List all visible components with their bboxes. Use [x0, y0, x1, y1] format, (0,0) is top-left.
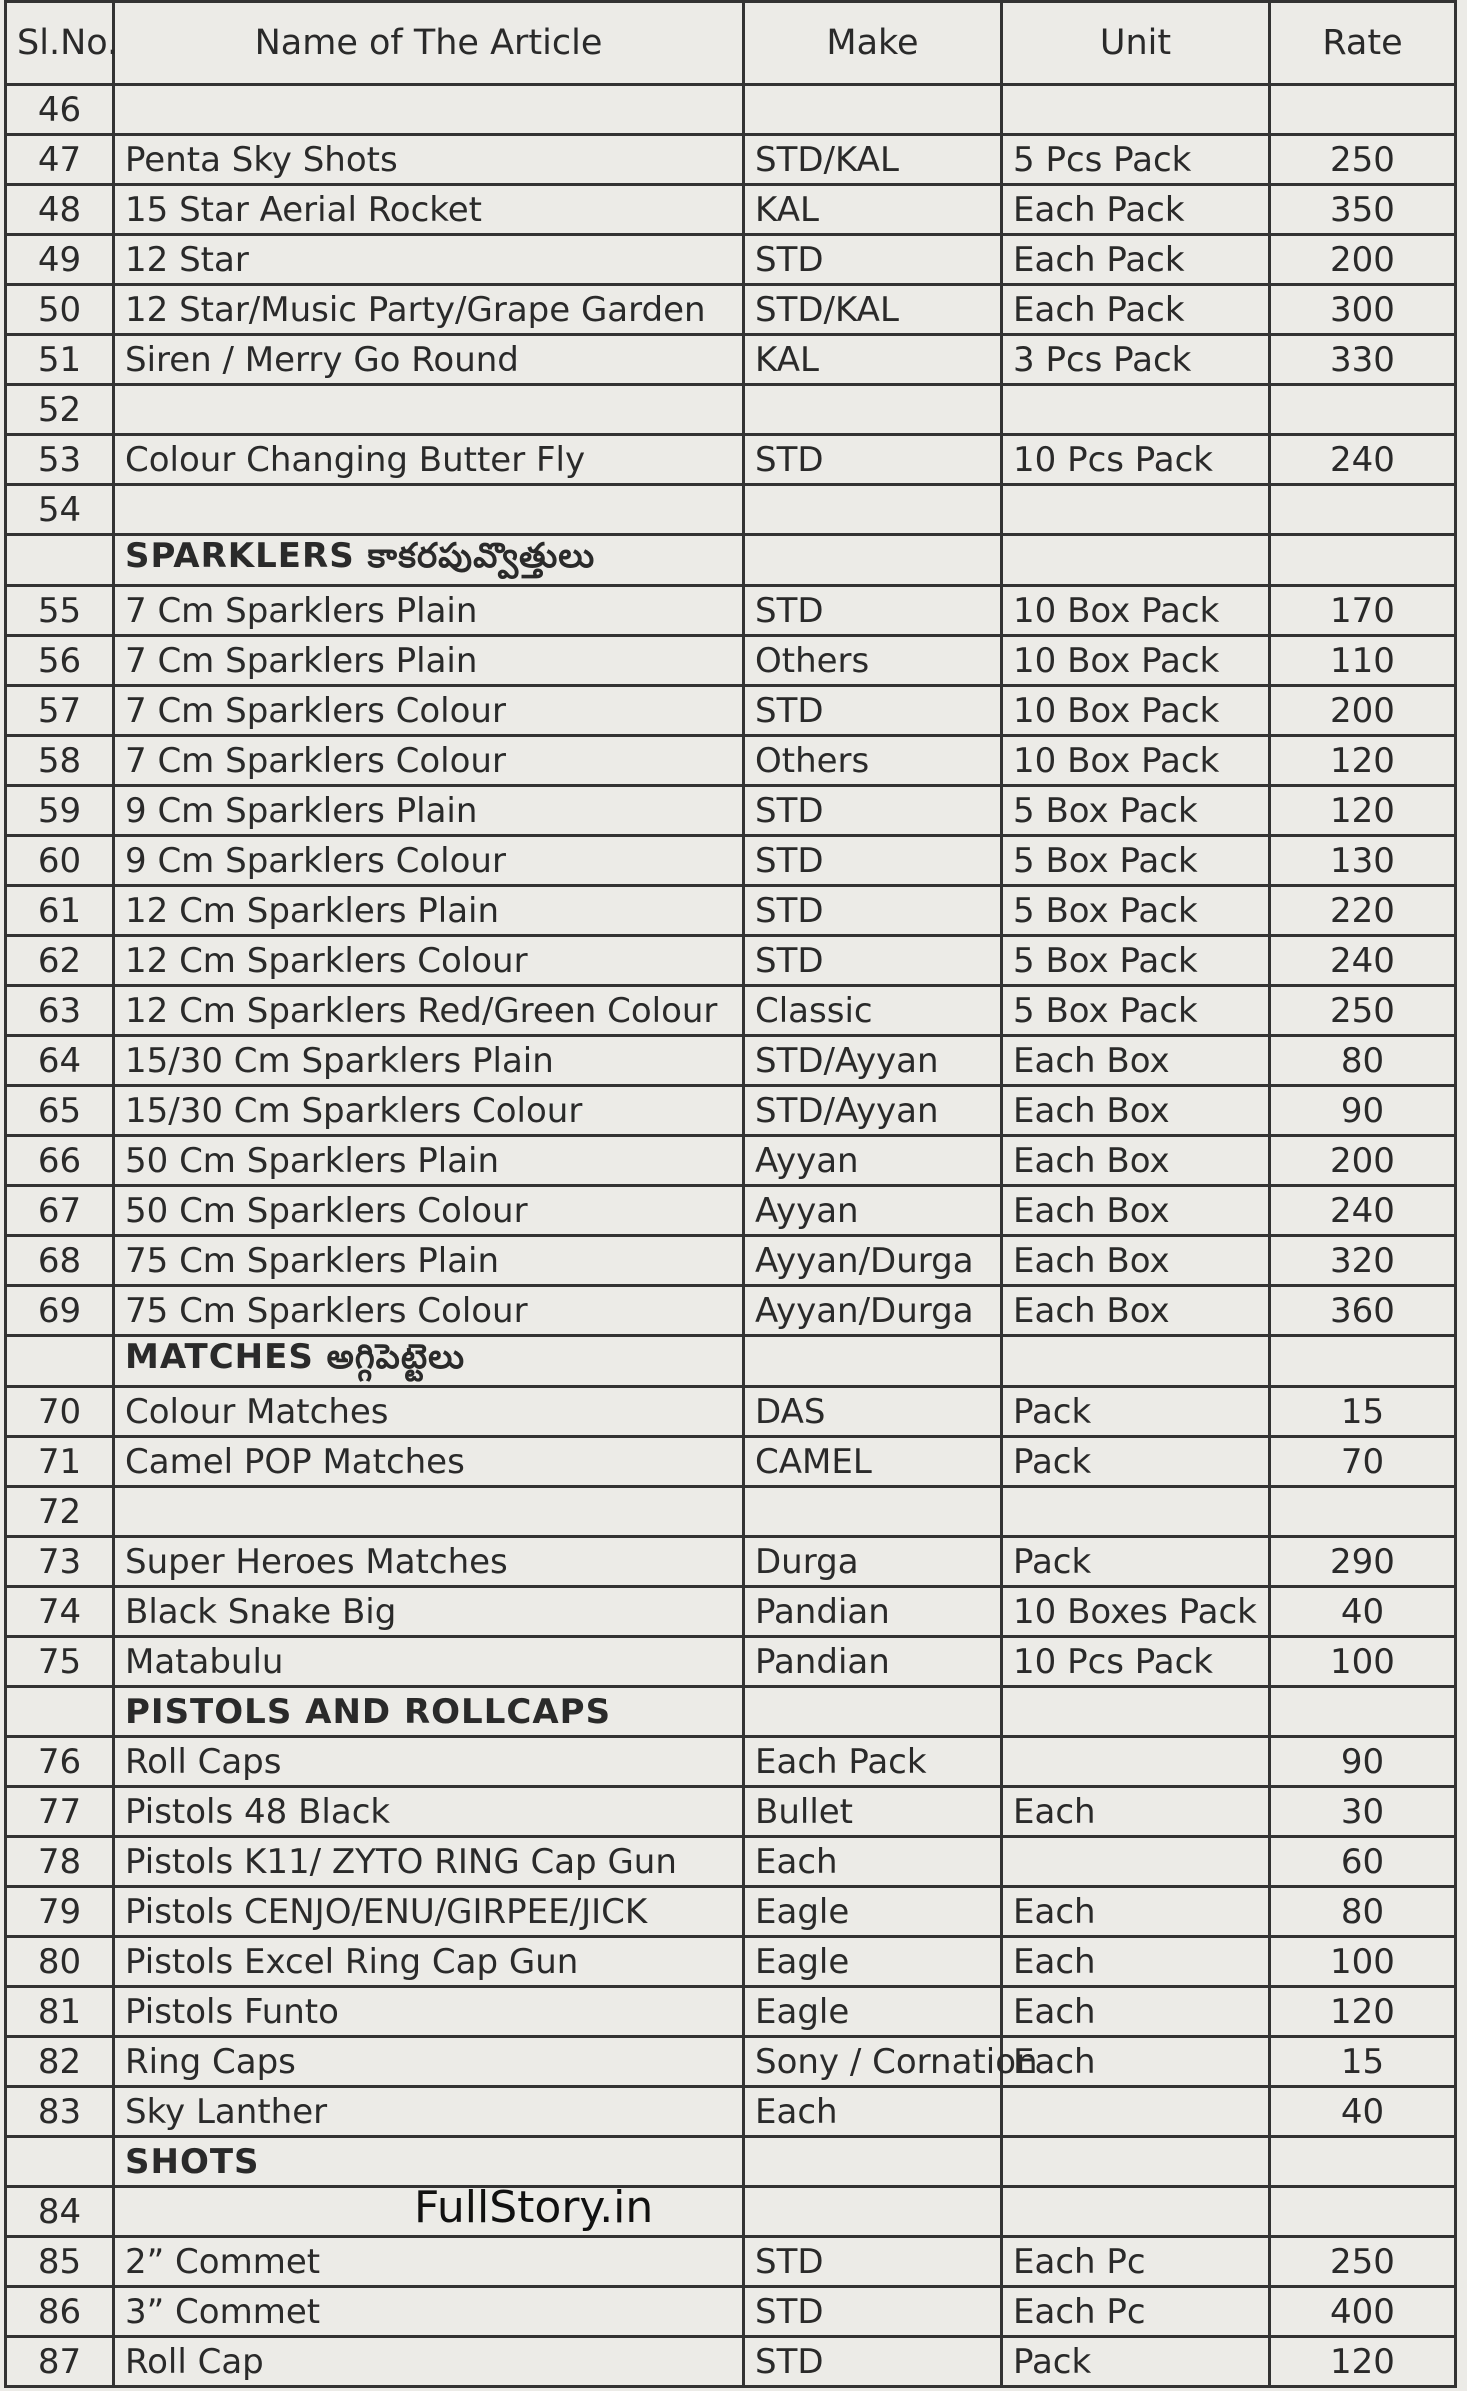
- table-row: [6, 1587, 1456, 1637]
- rate-cell: 130: [1270, 836, 1456, 886]
- unit-cell: [1002, 1687, 1270, 1737]
- rate-cell: [1270, 1336, 1456, 1387]
- sl-cell: 67: [6, 1186, 114, 1236]
- table-row: [6, 636, 1456, 686]
- make-cell: STD: [744, 235, 1002, 285]
- table-row: [6, 85, 1456, 135]
- rate-cell: [1270, 1487, 1456, 1537]
- rate-cell: 250: [1270, 2237, 1456, 2287]
- unit-cell: 10 Boxes Pack: [1002, 1587, 1270, 1637]
- sl-cell: 78: [6, 1837, 114, 1887]
- sl-cell: 83: [6, 2087, 114, 2137]
- article-name-cell: [114, 385, 744, 435]
- rate-cell: 80: [1270, 1036, 1456, 1086]
- article-name-cell: 7 Cm Sparklers Plain: [114, 636, 744, 686]
- rate-cell: [1270, 535, 1456, 586]
- rate-cell: 90: [1270, 1737, 1456, 1787]
- unit-cell: 5 Box Pack: [1002, 836, 1270, 886]
- unit-cell: 3 Pcs Pack: [1002, 335, 1270, 385]
- make-cell: [744, 1336, 1002, 1387]
- rate-cell: 15: [1270, 1387, 1456, 1437]
- sl-cell: 47: [6, 135, 114, 185]
- make-cell: Ayyan: [744, 1186, 1002, 1236]
- unit-cell: [1002, 2187, 1270, 2237]
- section-title: PISTOLS AND ROLLCAPS: [114, 1687, 744, 1737]
- rate-cell: 240: [1270, 936, 1456, 986]
- sl-cell: [6, 1336, 114, 1387]
- sl-cell: 57: [6, 686, 114, 736]
- unit-cell: 10 Pcs Pack: [1002, 1637, 1270, 1687]
- make-cell: STD: [744, 2287, 1002, 2337]
- article-name-cell: 15/30 Cm Sparklers Plain: [114, 1036, 744, 1086]
- section-header-row: [6, 2137, 1456, 2187]
- sl-cell: 50: [6, 285, 114, 335]
- table-row: [6, 786, 1456, 836]
- make-cell: KAL: [744, 185, 1002, 235]
- article-name-cell: 2” Commet: [114, 2237, 744, 2287]
- table-row: [6, 185, 1456, 235]
- sl-cell: 65: [6, 1086, 114, 1136]
- rate-cell: 300: [1270, 285, 1456, 335]
- rate-cell: 100: [1270, 1937, 1456, 1987]
- table-row: [6, 1737, 1456, 1787]
- unit-cell: 5 Box Pack: [1002, 886, 1270, 936]
- sl-cell: 79: [6, 1887, 114, 1937]
- article-name-cell: [114, 1487, 744, 1537]
- article-name-cell: 75 Cm Sparklers Plain: [114, 1236, 744, 1286]
- table-row: [6, 2087, 1456, 2137]
- unit-cell: 5 Box Pack: [1002, 986, 1270, 1036]
- article-name-cell: Roll Cap: [114, 2337, 744, 2387]
- unit-cell: 5 Box Pack: [1002, 936, 1270, 986]
- make-cell: STD/Ayyan: [744, 1086, 1002, 1136]
- article-name-cell: 12 Star: [114, 235, 744, 285]
- sl-cell: 49: [6, 235, 114, 285]
- article-name-cell: 12 Cm Sparklers Plain: [114, 886, 744, 936]
- rate-cell: 170: [1270, 586, 1456, 636]
- sl-cell: 73: [6, 1537, 114, 1587]
- section-header-row: [6, 535, 1456, 586]
- unit-cell: Each Box: [1002, 1136, 1270, 1186]
- article-name-cell: Colour Matches: [114, 1387, 744, 1437]
- unit-cell: Each Pack: [1002, 285, 1270, 335]
- rate-cell: [1270, 1687, 1456, 1737]
- make-cell: [744, 2137, 1002, 2187]
- sl-cell: 60: [6, 836, 114, 886]
- article-name-cell: Matabulu: [114, 1637, 744, 1687]
- sl-cell: [6, 1687, 114, 1737]
- make-cell: Ayyan/Durga: [744, 1236, 1002, 1286]
- make-cell: STD: [744, 2237, 1002, 2287]
- article-name-cell: Sky Lanther: [114, 2087, 744, 2137]
- rate-cell: 200: [1270, 235, 1456, 285]
- unit-cell: [1002, 385, 1270, 435]
- rate-cell: 400: [1270, 2287, 1456, 2337]
- rate-cell: 350: [1270, 185, 1456, 235]
- sl-cell: 48: [6, 185, 114, 235]
- unit-cell: [1002, 1737, 1270, 1787]
- article-name-cell: 12 Cm Sparklers Colour: [114, 936, 744, 986]
- unit-cell: [1002, 535, 1270, 586]
- header-rate: Rate: [1270, 2, 1456, 85]
- sl-cell: 66: [6, 1136, 114, 1186]
- unit-cell: Each Pack: [1002, 185, 1270, 235]
- article-name-cell: Pistols K11/ ZYTO RING Cap Gun: [114, 1837, 744, 1887]
- make-cell: STD: [744, 936, 1002, 986]
- unit-cell: 5 Box Pack: [1002, 786, 1270, 836]
- sl-cell: 68: [6, 1236, 114, 1286]
- unit-cell: Each: [1002, 1937, 1270, 1987]
- sl-cell: 51: [6, 335, 114, 385]
- make-cell: STD: [744, 2337, 1002, 2387]
- article-name-cell: 12 Star/Music Party/Grape Garden: [114, 285, 744, 335]
- sl-cell: 80: [6, 1937, 114, 1987]
- sl-cell: 72: [6, 1487, 114, 1537]
- unit-cell: Each Pc: [1002, 2287, 1270, 2337]
- rate-cell: 360: [1270, 1286, 1456, 1336]
- unit-cell: Each Box: [1002, 1186, 1270, 1236]
- rate-cell: 60: [1270, 1837, 1456, 1887]
- rate-cell: 40: [1270, 1587, 1456, 1637]
- section-title: SHOTS: [114, 2137, 744, 2187]
- table-row: [6, 2037, 1456, 2087]
- table-row: [6, 1136, 1456, 1186]
- unit-cell: Pack: [1002, 1437, 1270, 1487]
- sl-cell: 87: [6, 2337, 114, 2387]
- unit-cell: Each Box: [1002, 1036, 1270, 1086]
- make-cell: Eagle: [744, 1987, 1002, 2037]
- table-row: [6, 586, 1456, 636]
- article-name-cell: 15/30 Cm Sparklers Colour: [114, 1086, 744, 1136]
- rate-cell: 200: [1270, 686, 1456, 736]
- rate-cell: 250: [1270, 986, 1456, 1036]
- article-name-cell: Pistols Excel Ring Cap Gun: [114, 1937, 744, 1987]
- article-name-cell: 7 Cm Sparklers Colour: [114, 686, 744, 736]
- sl-cell: 58: [6, 736, 114, 786]
- rate-cell: 200: [1270, 1136, 1456, 1186]
- make-cell: [744, 385, 1002, 435]
- unit-cell: Pack: [1002, 1537, 1270, 1587]
- section-title: MATCHES అగ్గిపెట్టెలు: [114, 1336, 744, 1387]
- unit-cell: 10 Box Pack: [1002, 636, 1270, 686]
- rate-cell: 100: [1270, 1637, 1456, 1687]
- rate-cell: 240: [1270, 1186, 1456, 1236]
- article-name-cell: Pistols CENJO/ENU/GIRPEE/JICK: [114, 1887, 744, 1937]
- rate-cell: 120: [1270, 1987, 1456, 2037]
- rate-cell: 240: [1270, 435, 1456, 485]
- article-name-cell: Pistols Funto: [114, 1987, 744, 2037]
- make-cell: Durga: [744, 1537, 1002, 1587]
- table-body: [6, 85, 1456, 2387]
- article-name-cell: 50 Cm Sparklers Colour: [114, 1186, 744, 1236]
- article-name-cell: [114, 85, 744, 135]
- table-row: [6, 435, 1456, 485]
- make-cell: Ayyan/Durga: [744, 1286, 1002, 1336]
- sl-cell: 74: [6, 1587, 114, 1637]
- article-name-cell: Pistols 48 Black: [114, 1787, 744, 1837]
- table-row: [6, 936, 1456, 986]
- rate-cell: 120: [1270, 736, 1456, 786]
- article-name-cell: Roll Caps: [114, 1737, 744, 1787]
- make-cell: [744, 1687, 1002, 1737]
- table-row: [6, 1236, 1456, 1286]
- make-cell: KAL: [744, 335, 1002, 385]
- make-cell: Pandian: [744, 1587, 1002, 1637]
- sl-cell: 53: [6, 435, 114, 485]
- unit-cell: Each: [1002, 1887, 1270, 1937]
- article-name-cell: 75 Cm Sparklers Colour: [114, 1286, 744, 1336]
- article-name-cell: 7 Cm Sparklers Plain: [114, 586, 744, 636]
- unit-cell: [1002, 485, 1270, 535]
- unit-cell: Each: [1002, 1787, 1270, 1837]
- rate-cell: [1270, 2137, 1456, 2187]
- table-row: [6, 1937, 1456, 1987]
- table-row: [6, 736, 1456, 786]
- article-name-cell: 3” Commet: [114, 2287, 744, 2337]
- table-row: [6, 235, 1456, 285]
- unit-cell: Each Box: [1002, 1236, 1270, 1286]
- table-row: [6, 836, 1456, 886]
- article-name-cell: [114, 485, 744, 535]
- unit-cell: 10 Box Pack: [1002, 686, 1270, 736]
- make-cell: [744, 85, 1002, 135]
- unit-cell: 10 Pcs Pack: [1002, 435, 1270, 485]
- make-cell: Ayyan: [744, 1136, 1002, 1186]
- unit-cell: [1002, 85, 1270, 135]
- table-row: [6, 335, 1456, 385]
- rate-cell: 80: [1270, 1887, 1456, 1937]
- unit-cell: [1002, 1336, 1270, 1387]
- make-cell: Pandian: [744, 1637, 1002, 1687]
- rate-cell: [1270, 485, 1456, 535]
- table-row: [6, 686, 1456, 736]
- unit-cell: Each Box: [1002, 1086, 1270, 1136]
- table-row: [6, 1437, 1456, 1487]
- sl-cell: 71: [6, 1437, 114, 1487]
- sl-cell: [6, 2137, 114, 2187]
- unit-cell: 10 Box Pack: [1002, 736, 1270, 786]
- sl-cell: 55: [6, 586, 114, 636]
- make-cell: STD: [744, 836, 1002, 886]
- table-row: [6, 1186, 1456, 1236]
- unit-cell: [1002, 1837, 1270, 1887]
- make-cell: [744, 535, 1002, 586]
- article-name-cell: Camel POP Matches: [114, 1437, 744, 1487]
- make-cell: CAMEL: [744, 1437, 1002, 1487]
- table-row: [6, 485, 1456, 535]
- table-row: [6, 285, 1456, 335]
- make-cell: STD: [744, 586, 1002, 636]
- header-unit: Unit: [1002, 2, 1270, 85]
- article-name-cell: Penta Sky Shots: [114, 135, 744, 185]
- header-sl-no: Sl.No.: [6, 2, 114, 85]
- article-name-cell: Ring Caps: [114, 2037, 744, 2087]
- section-header-row: [6, 1687, 1456, 1737]
- rate-cell: 70: [1270, 1437, 1456, 1487]
- sl-cell: 84: [6, 2187, 114, 2237]
- sl-cell: 59: [6, 786, 114, 836]
- make-cell: DAS: [744, 1387, 1002, 1437]
- sl-cell: 81: [6, 1987, 114, 2037]
- article-name-cell: 9 Cm Sparklers Plain: [114, 786, 744, 836]
- rate-cell: 110: [1270, 636, 1456, 686]
- unit-cell: Each: [1002, 1987, 1270, 2037]
- make-cell: STD: [744, 435, 1002, 485]
- make-cell: Each: [744, 1837, 1002, 1887]
- make-cell: Sony / Cornation: [744, 2037, 1002, 2087]
- rate-cell: 250: [1270, 135, 1456, 185]
- make-cell: STD/KAL: [744, 285, 1002, 335]
- make-cell: Bullet: [744, 1787, 1002, 1837]
- article-name-cell: Colour Changing Butter Fly: [114, 435, 744, 485]
- article-name-cell: Super Heroes Matches: [114, 1537, 744, 1587]
- header-make: Make: [744, 2, 1002, 85]
- make-cell: Each: [744, 2087, 1002, 2137]
- unit-cell: Pack: [1002, 2337, 1270, 2387]
- sl-cell: 56: [6, 636, 114, 686]
- table-row: [6, 2337, 1456, 2387]
- unit-cell: Each Box: [1002, 1286, 1270, 1336]
- unit-cell: Each Pc: [1002, 2237, 1270, 2287]
- sl-cell: 63: [6, 986, 114, 1036]
- make-cell: STD/Ayyan: [744, 1036, 1002, 1086]
- table-row: [6, 1487, 1456, 1537]
- sl-cell: 77: [6, 1787, 114, 1837]
- rate-cell: 330: [1270, 335, 1456, 385]
- sl-cell: 64: [6, 1036, 114, 1086]
- make-cell: Eagle: [744, 1887, 1002, 1937]
- unit-cell: Each: [1002, 2037, 1270, 2087]
- sl-cell: 46: [6, 85, 114, 135]
- rate-cell: 40: [1270, 2087, 1456, 2137]
- table-row: [6, 1036, 1456, 1086]
- make-cell: [744, 485, 1002, 535]
- make-cell: STD/KAL: [744, 135, 1002, 185]
- sl-cell: 54: [6, 485, 114, 535]
- sl-cell: 61: [6, 886, 114, 936]
- table-row: [6, 2237, 1456, 2287]
- table-row: [6, 2287, 1456, 2337]
- unit-cell: Each Pack: [1002, 235, 1270, 285]
- sl-cell: 75: [6, 1637, 114, 1687]
- watermark-text: FullStory.in: [414, 2182, 654, 2233]
- unit-cell: [1002, 2087, 1270, 2137]
- table-row: [6, 1537, 1456, 1587]
- table-row: [6, 1387, 1456, 1437]
- sl-cell: [6, 535, 114, 586]
- table-row: [6, 986, 1456, 1036]
- sl-cell: 85: [6, 2237, 114, 2287]
- rate-cell: 320: [1270, 1236, 1456, 1286]
- sl-cell: 69: [6, 1286, 114, 1336]
- rate-cell: 90: [1270, 1086, 1456, 1136]
- table-row: [6, 1286, 1456, 1336]
- unit-cell: [1002, 2137, 1270, 2187]
- table-row: [6, 135, 1456, 185]
- article-name-cell: 15 Star Aerial Rocket: [114, 185, 744, 235]
- header-article-name: Name of The Article: [114, 2, 744, 85]
- table-row: [6, 1837, 1456, 1887]
- sl-cell: 82: [6, 2037, 114, 2087]
- price-table: [4, 0, 1457, 2388]
- table-row: [6, 1637, 1456, 1687]
- make-cell: [744, 1487, 1002, 1537]
- article-name-cell: 50 Cm Sparklers Plain: [114, 1136, 744, 1186]
- article-name-cell: Black Snake Big: [114, 1587, 744, 1637]
- make-cell: Each Pack: [744, 1737, 1002, 1787]
- rate-cell: 120: [1270, 2337, 1456, 2387]
- make-cell: Others: [744, 736, 1002, 786]
- unit-cell: Pack: [1002, 1387, 1270, 1437]
- make-cell: [744, 2187, 1002, 2237]
- sl-cell: 62: [6, 936, 114, 986]
- article-name-cell: 12 Cm Sparklers Red/Green Colour: [114, 986, 744, 1036]
- make-cell: Others: [744, 636, 1002, 686]
- table-row: [6, 1887, 1456, 1937]
- make-cell: STD: [744, 686, 1002, 736]
- make-cell: Classic: [744, 986, 1002, 1036]
- make-cell: STD: [744, 786, 1002, 836]
- table-row: [6, 1787, 1456, 1837]
- table-row: [6, 886, 1456, 936]
- table-row: [6, 1086, 1456, 1136]
- unit-cell: [1002, 1487, 1270, 1537]
- rate-cell: [1270, 85, 1456, 135]
- sl-cell: 52: [6, 385, 114, 435]
- rate-cell: 30: [1270, 1787, 1456, 1837]
- sl-cell: 70: [6, 1387, 114, 1437]
- make-cell: Eagle: [744, 1937, 1002, 1987]
- rate-cell: [1270, 385, 1456, 435]
- rate-cell: 120: [1270, 786, 1456, 836]
- header-row: [6, 2, 1456, 85]
- article-name-cell: 7 Cm Sparklers Colour: [114, 736, 744, 786]
- sl-cell: 76: [6, 1737, 114, 1787]
- article-name-cell: Siren / Merry Go Round: [114, 335, 744, 385]
- make-cell: STD: [744, 886, 1002, 936]
- rate-cell: 15: [1270, 2037, 1456, 2087]
- unit-cell: 5 Pcs Pack: [1002, 135, 1270, 185]
- rate-cell: 220: [1270, 886, 1456, 936]
- article-name-cell: 9 Cm Sparklers Colour: [114, 836, 744, 886]
- section-title: SPARKLERS కాకరపువ్వొత్తులు: [114, 535, 744, 586]
- section-header-row: [6, 1336, 1456, 1387]
- table-row: [6, 1987, 1456, 2037]
- rate-cell: 290: [1270, 1537, 1456, 1587]
- sl-cell: 86: [6, 2287, 114, 2337]
- table-row: [6, 2187, 1456, 2237]
- table-row: [6, 385, 1456, 435]
- rate-cell: [1270, 2187, 1456, 2237]
- unit-cell: 10 Box Pack: [1002, 586, 1270, 636]
